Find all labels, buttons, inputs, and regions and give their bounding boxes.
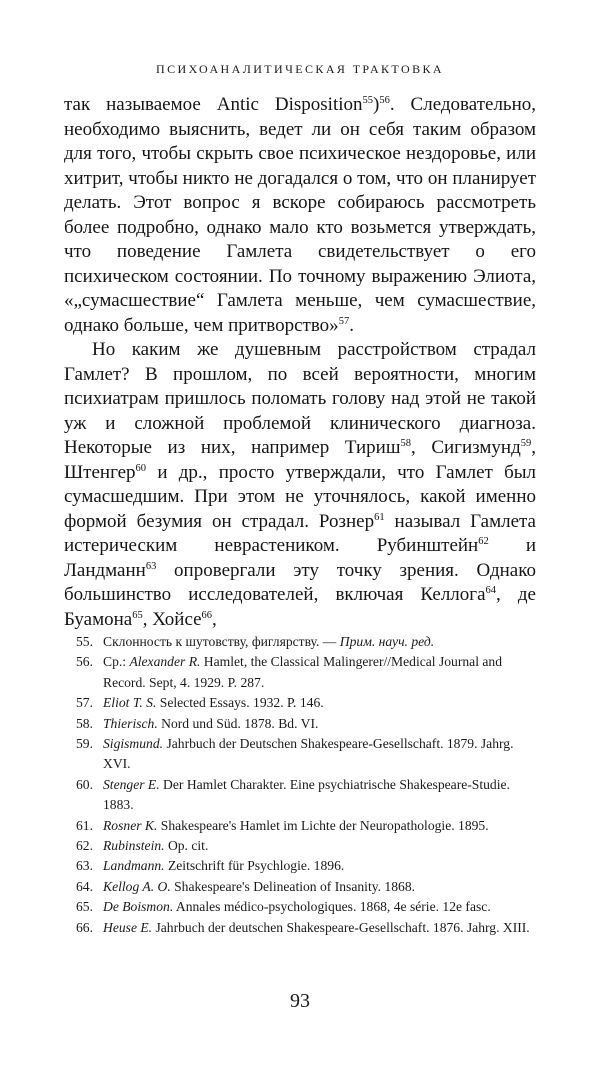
footnote-ref-57[interactable]: 57 <box>338 315 350 327</box>
footnote-ref-59[interactable]: 59 <box>520 438 532 449</box>
footnote-ref-58[interactable]: 58 <box>400 438 411 449</box>
footnote: 55. Склонность к шутовству, фиглярству. — Прим. науч. ред. <box>76 632 538 652</box>
footnote: 60. Stenger E. Der Hamlet Charakter. Eine psychiatrische Shakespeare-Studie. 1883. <box>76 776 510 813</box>
footnote: 66. Heuse E. Jahrbuch der deutschen Shakespeare-Gesellschaft. 1876. Jahrg. XIII. <box>76 918 538 938</box>
footnote-number: 58. <box>76 715 93 731</box>
footnote-number: 66. <box>76 919 93 935</box>
paragraph-2: Но каким же душевным расстройством страдал Гамлет? В прошлом, по всей вероятности, многим психиатрам пришлось поломать голову над этой не такой уж и сложной проблемой клинического диагноза. Некоторые из них, например Тириш$^{58}$, Сигизмунд$^{59}$, Штенгер$^{60}$ и др., просто утверждали, что Гамлет был сумасшедшим. При этом не уточнялось, какой именно формой безумия он страдал. Рознер$^{61}$ называл Гамлета истерическим неврастеником. Рубинштейн$^{62}$ и Ландманн$^{63}$ опровергали эту точку зрения. Однако большинство исследователей, включая Келлога$^{64}$, де Буамона$^{65}$, Хойсе$^{66}$, <box>64 339 536 630</box>
footnote-number: 65. <box>76 899 93 915</box>
footnote: 56. Ср.: Alexander R. Hamlet, the Classical Malingerer//Medical Journal and Record. Sept, 4. 1929. P. 287. <box>76 654 503 690</box>
paragraph-1: так называемое Antic Disposition$^{55}$)$^{56}$. Следовательно, необходимо выяснить, ведет ли он себя таким образом для того, чтобы скрыть свое психическое нездоровье, или хитрит, чтобы никто не догадался о том, что он планирует делать. Этот вопрос я вскоре собираюсь рассмотреть более подробно, однако мало кто возьмется утверждать, что поведение Гамлета свидетельствует о его психическом состоянии. По точному выражению Элиота, «„сумасшествие“ Гамлета меньше, чем сумасшествие, однако больше, чем притворство»$^{57}$. <box>64 94 537 336</box>
footnote: 58. Thierisch. Nord und Süd. 1878. Bd. VI. <box>76 714 538 734</box>
footnote-ref-56[interactable]: 56 <box>379 95 390 106</box>
footnote-ref-63[interactable]: 63 <box>145 560 157 572</box>
footnote: 61. Rosner K. Shakespeare's Hamlet im Lichte der Neuropathologie. 1895. <box>76 816 538 836</box>
footnote-number: 56. <box>76 654 93 670</box>
page-number: 93 <box>290 990 310 1012</box>
footnote-ref-61[interactable]: 61 <box>374 511 385 523</box>
footnote: 62. Rubinstein. Op. cit. <box>76 836 538 856</box>
footnote: 57. Eliot T. S. Selected Essays. 1932. P. 146. <box>76 693 538 713</box>
footnote-ref-64[interactable]: 64 <box>485 585 497 596</box>
footnote-ref-62[interactable]: 62 <box>478 536 489 547</box>
footnote-number: 55. <box>76 634 93 649</box>
footnote-number: 60. <box>76 776 93 792</box>
footnote: 59. Sigismund. Jahrbuch der Deutschen Shakespeare-Gesellschaft. 1879. Jahrg. XVI. <box>76 736 514 772</box>
footnote-number: 59. <box>76 736 93 752</box>
footnote-ref-65[interactable]: 65 <box>132 609 143 621</box>
footnote-number: 57. <box>76 695 93 711</box>
footnote: 64. Kellog A. O. Shakespeare's Delineation of Insanity. 1868. <box>76 877 538 897</box>
footnotes-list <box>76 632 538 938</box>
footnote-number: 61. <box>76 817 93 833</box>
footnote-ref-66[interactable]: 66 <box>201 609 213 621</box>
footnote-ref-60[interactable]: 60 <box>135 462 147 474</box>
footnote: 65. De Boismon. Annales médico-psychologiques. 1868, 4e série. 12e fasc. <box>76 897 538 917</box>
running-head: ПСИХОАНАЛИТИЧЕСКАЯ ТРАКТОВКА <box>156 62 444 76</box>
main-text <box>64 93 536 632</box>
footnote-number: 63. <box>76 858 93 874</box>
footnote-number: 64. <box>76 878 93 894</box>
footnote-ref-55[interactable]: 55 <box>362 95 374 106</box>
footnote-number: 62. <box>76 838 93 854</box>
footnote: 63. Landmann. Zeitschrift für Psychlogie. 1896. <box>76 856 538 876</box>
